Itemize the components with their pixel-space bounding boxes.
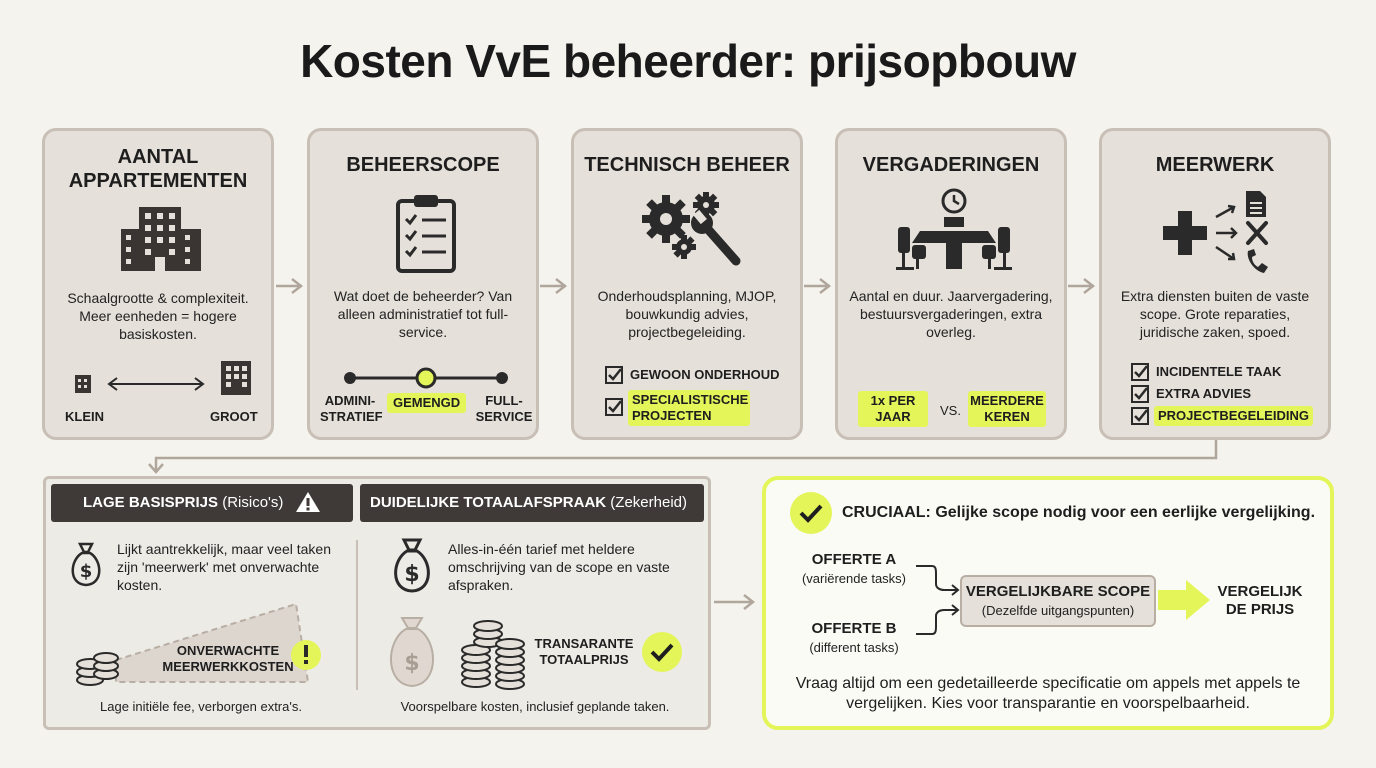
offer-b-note: (different tasks) — [809, 640, 899, 655]
warning-icon — [295, 490, 321, 514]
card-title: TECHNISCH BEHEER — [584, 154, 790, 176]
checkbox-checked-icon[interactable] — [1130, 362, 1150, 382]
offer-b-label: OFFERTE B — [811, 620, 897, 637]
checklist-item: GEWOON ONDERHOUD — [630, 367, 780, 382]
option-multiple: MEERDERE KEREN — [968, 391, 1046, 427]
scale-arrow-icon — [71, 359, 257, 399]
card-meetings — [835, 128, 1067, 440]
gears-wrench-icon — [636, 187, 746, 271]
card-description: Wat doet de beheerder? Van alleen administratief tot full-service. — [333, 288, 513, 340]
arrow-right-icon — [712, 592, 758, 612]
crucial-heading: CRUCIAAL: Gelijke scope nodig voor een eerlijke vergelijking. — [842, 504, 1316, 521]
card-extra-work — [1099, 128, 1331, 440]
big-arrow-icon — [1158, 578, 1212, 622]
low-price-caption: Lage initiële fee, verborgen extra's. — [100, 699, 302, 714]
checkbox-checked-icon[interactable] — [1130, 406, 1150, 426]
checklist-item-highlighted: SPECIALISTISCHE PROJECTEN — [628, 390, 750, 426]
apartment-building-icon — [117, 203, 207, 273]
divider — [356, 540, 358, 690]
arrow-right-icon — [538, 276, 570, 296]
card-title: BEHEERSCOPE — [346, 154, 500, 176]
checkbox-checked-icon[interactable] — [604, 365, 624, 385]
compare-price-label: VERGELIJK DE PRIJS — [1217, 583, 1303, 618]
money-bag-icon — [388, 536, 436, 594]
checkmark-circle-icon — [640, 630, 684, 674]
option-administrative[interactable]: ADMINI- STRATIEF — [320, 393, 383, 424]
card-description: Aantal en duur. Jaarvergadering, bestuursvergaderingen, extra overleg. — [849, 288, 1053, 340]
comparable-scope-box — [960, 575, 1156, 627]
merge-arrows-icon — [914, 560, 962, 640]
card-title: MEERWERK — [1155, 154, 1275, 176]
offer-a-label: OFFERTE A — [811, 551, 897, 568]
card-title: VERGADERINGEN — [862, 154, 1040, 176]
comparable-scope-title: VERGELIJKBARE SCOPE — [965, 583, 1151, 600]
meeting-table-icon — [894, 187, 1014, 273]
versus-label: VS. — [940, 403, 961, 418]
money-bag-icon — [66, 540, 106, 588]
total-deal-header-note: (Zekerheid) — [610, 494, 687, 511]
svg-text:$: $ — [404, 651, 420, 676]
comparable-scope-note: (Dezelfde uitgangspunten) — [981, 603, 1135, 618]
transparent-price-label: TRANSARANTE TOTAALPRIJS — [534, 636, 634, 667]
checklist-item: INCIDENTELE TAAK — [1156, 364, 1282, 379]
crucial-footer: Vraag altijd om een gedetailleerde specificatie om appels met appels te vergelijken. Kies voor transparantie en voorspelbaarheid. — [795, 675, 1301, 712]
option-once-yearly: 1x PER JAAR — [858, 391, 928, 427]
total-deal-header — [360, 484, 704, 522]
offer-a-note: (variërende tasks) — [801, 571, 907, 586]
card-apartments — [42, 128, 274, 440]
scope-slider-icon[interactable] — [340, 363, 512, 393]
card-title: AANTAL APPARTEMENTEN — [68, 146, 248, 192]
checkbox-checked-icon[interactable] — [1130, 384, 1150, 404]
total-deal-caption: Voorspelbare kosten, inclusief geplande taken. — [400, 699, 670, 714]
option-full-service[interactable]: FULL- SERVICE — [475, 393, 533, 424]
scale-label-small: KLEIN — [65, 409, 104, 424]
card-scope — [307, 128, 539, 440]
checklist-item-highlighted: PROJECTBEGELEIDING — [1154, 406, 1313, 426]
clipboard-checklist-icon — [394, 191, 458, 275]
low-price-header-title: LAGE BASISPRIJS — [83, 494, 219, 511]
page-title: Kosten VvE beheerder: prijsopbouw — [300, 35, 1076, 87]
checklist-item: EXTRA ADVIES — [1156, 386, 1252, 401]
arrow-right-icon — [274, 276, 306, 296]
arrow-right-icon — [1066, 276, 1098, 296]
svg-text:$: $ — [404, 562, 420, 587]
svg-text:$: $ — [79, 561, 93, 582]
money-stack-icon — [380, 612, 540, 692]
connector-arrow-icon — [146, 440, 1226, 474]
plus-services-icon — [1158, 187, 1278, 277]
low-price-text: Lijkt aantrekkelijk, maar veel taken zijn 'meerwerk' met onverwachte kosten. — [117, 541, 331, 593]
low-price-header-note: (Risico's) — [222, 494, 284, 511]
checkmark-circle-icon — [788, 490, 834, 536]
card-technical — [571, 128, 803, 440]
checkbox-checked-icon[interactable] — [604, 397, 624, 417]
card-description: Onderhoudsplanning, MJOP, bouwkundig advies, projectbegeleiding. — [597, 288, 777, 340]
scale-label-large: GROOT — [210, 409, 258, 424]
total-deal-header-title: DUIDELIJKE TOTAALAFSPRAAK — [370, 494, 607, 511]
hidden-costs-label: ONVERWACHTE MEERWERKKOSTEN — [162, 643, 294, 674]
arrow-right-icon — [802, 276, 834, 296]
card-description: Schaalgrootte & complexiteit. Meer eenheden = hogere basiskosten. — [67, 290, 249, 342]
total-deal-text: Alles-in-één tarief met heldere omschrijving van de scope en vaste afspraken. — [448, 541, 670, 593]
card-description: Extra diensten buiten de vaste scope. Grote reparaties, juridische zaken, spoed. — [1120, 288, 1310, 340]
option-mixed[interactable]: GEMENGD — [387, 393, 466, 413]
